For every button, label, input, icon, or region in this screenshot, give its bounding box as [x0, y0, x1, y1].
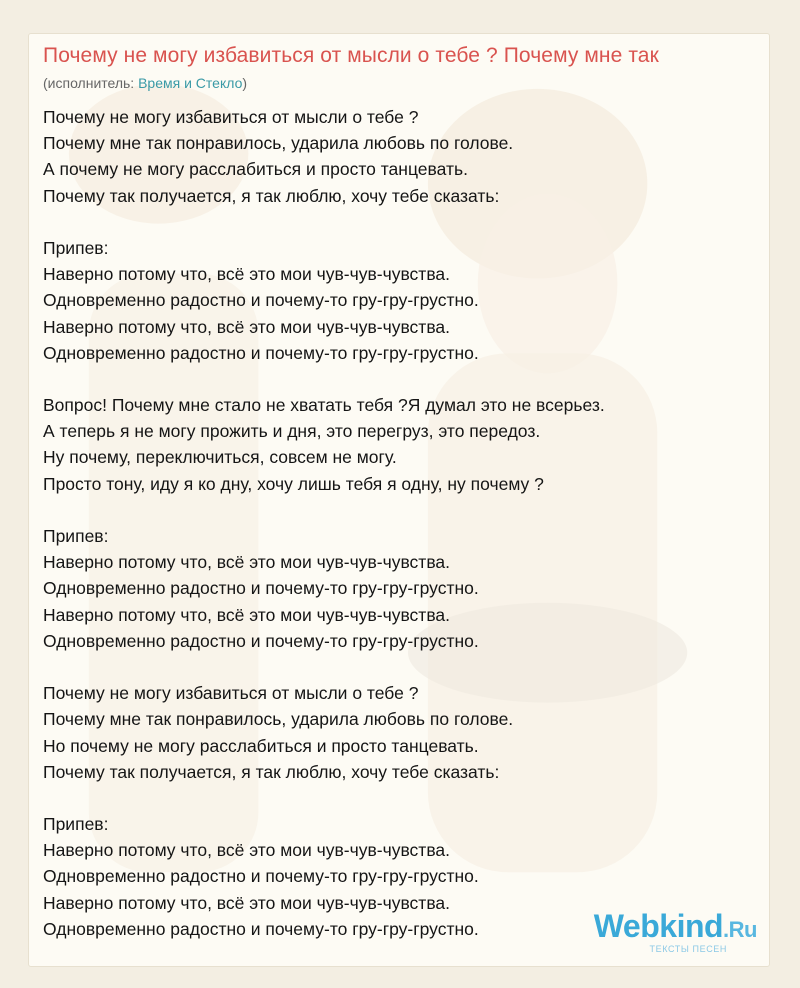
lyrics-line: А почему не могу расслабиться и просто танцевать.	[43, 159, 468, 180]
lyrics-line: Припев:	[43, 814, 109, 835]
lyrics-line: Одновременно радостно и почему-то гру-гру-грустно.	[43, 630, 479, 651]
logo-tld: .Ru	[723, 917, 757, 942]
lyrics-line: А теперь я не могу прожить и дня, это перегруз, это передоз.	[43, 421, 541, 442]
lyrics-line: Наверно потому что, всё это мои чув-чув-чувства.	[43, 316, 451, 337]
lyrics-blank-line	[43, 785, 605, 811]
lyrics-line: Просто тону, иду я ко дну, хочу лишь тебя я одну, ну почему ?	[43, 473, 544, 494]
lyrics-line: Почему не могу избавиться от мысли о тебе ?	[43, 683, 419, 704]
lyrics-line: Одновременно радостно и почему-то гру-гру-грустно.	[43, 578, 479, 599]
lyrics-line: Припев:	[43, 237, 109, 258]
lyrics-blank-line	[43, 209, 605, 235]
lyrics-line: Но почему не могу расслабиться и просто танцевать.	[43, 735, 479, 756]
page-title: Почему не могу избавиться от мысли о тебе ? Почему мне так	[43, 44, 659, 67]
artist-line	[43, 75, 247, 91]
lyrics-line: Одновременно радостно и почему-то гру-гру-грустно.	[43, 290, 479, 311]
lyrics-line: Наверно потому что, всё это мои чув-чув-чувства.	[43, 892, 451, 913]
webkind-logo[interactable]	[594, 910, 757, 954]
lyrics-line: Ну почему, переключиться, совсем не могу.	[43, 447, 397, 468]
lyrics-blank-line	[43, 497, 605, 523]
lyrics-line: Одновременно радостно и почему-то гру-гру-грустно.	[43, 866, 479, 887]
lyrics-line: Почему не могу избавиться от мысли о тебе ?	[43, 107, 419, 127]
lyrics-line: Наверно потому что, всё это мои чув-чув-чувства.	[43, 264, 451, 285]
logo-brand	[594, 910, 757, 946]
lyrics-line: Наверно потому что, всё это мои чув-чув-чувства.	[43, 552, 451, 573]
lyrics-line: Вопрос! Почему мне стало не хватать тебя ?Я думал это не всерьез.	[43, 395, 605, 416]
lyrics-line: Почему так получается, я так люблю, хочу тебе сказать:	[43, 185, 500, 206]
artist-prefix: (исполнитель:	[43, 75, 139, 91]
lyrics-card	[28, 33, 770, 967]
lyrics-line: Почему мне так понравилось, ударила любовь по голове.	[43, 133, 514, 154]
lyrics-line: Одновременно радостно и почему-то гру-гру-грустно.	[43, 342, 479, 363]
lyrics-blank-line	[43, 366, 605, 392]
artist-link[interactable]: Время и Стекло	[138, 75, 243, 91]
lyrics-line: Наверно потому что, всё это мои чув-чув-чувства.	[43, 604, 451, 625]
logo-tagline: ТЕКСТЫ ПЕСЕН	[649, 944, 727, 954]
lyrics-line: Почему так получается, я так люблю, хочу тебе сказать:	[43, 761, 500, 782]
lyrics-text	[43, 104, 605, 942]
lyrics-line: Наверно потому что, всё это мои чув-чув-чувства.	[43, 840, 451, 861]
lyrics-line: Почему мне так понравилось, ударила любовь по голове.	[43, 709, 514, 730]
lyrics-line: Припев:	[43, 526, 109, 546]
lyrics-blank-line	[43, 654, 605, 680]
artist-suffix: )	[242, 75, 248, 91]
lyrics-line: Одновременно радостно и почему-то гру-гру-грустно.	[43, 918, 479, 939]
logo-brand-name: Webkind	[593, 908, 724, 944]
